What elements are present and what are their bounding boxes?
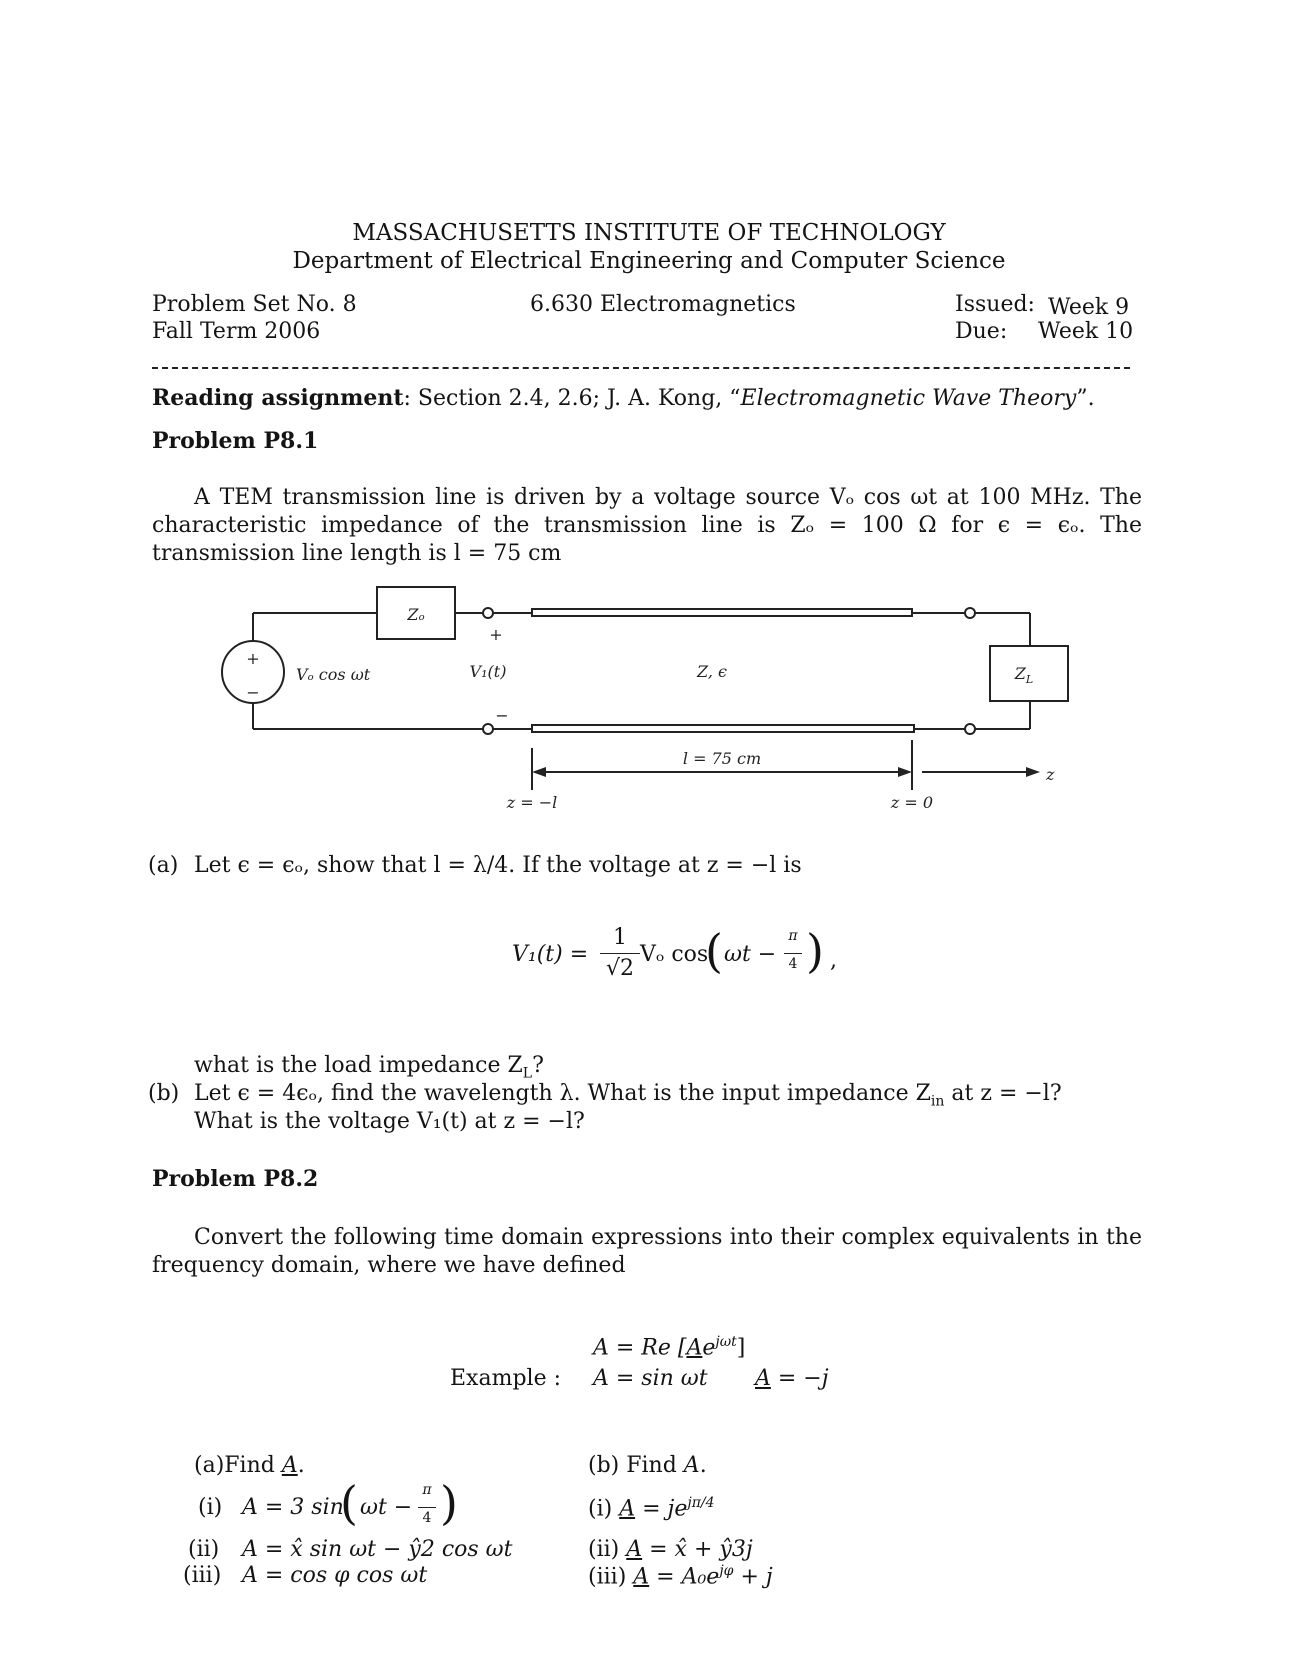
- zl-label: $Z_L$: [1014, 664, 1034, 686]
- problem-p82-title: Problem P8.2: [152, 1166, 319, 1192]
- line-conductor-top: [532, 609, 912, 616]
- reading-text: : Section 2.4, 2.6; J. A. Kong, “: [403, 386, 741, 411]
- eq-pi: π: [788, 928, 798, 944]
- eq-fraction-bar: [600, 953, 640, 954]
- course-title: 6.630 Electromagnetics: [530, 292, 796, 317]
- eq-denominator: √2: [605, 956, 634, 981]
- eq-numerator: 1: [613, 925, 627, 950]
- col-b-iii: (iii) $A = A_0e^{j\varphi} + j$: [588, 1563, 773, 1590]
- zo-label: Zₒ: [407, 605, 425, 624]
- col-a-i-label: (i): [198, 1495, 223, 1520]
- issued-label: Issued:: [955, 292, 1035, 317]
- eq-pi-bar: [784, 953, 802, 954]
- part-b-line1: Let ϵ = 4ϵₒ, find the wavelength λ. What is the input impedance $Z_{in}$ at z = −l?: [194, 1081, 1062, 1110]
- z-left-label: z = −l: [506, 793, 558, 812]
- col-a-i-four: 4: [422, 1510, 432, 1526]
- z-right-label: z = 0: [890, 793, 934, 812]
- line-conductor-bottom: [532, 725, 914, 732]
- part-a-label: (a): [148, 853, 179, 878]
- due-label: Due:: [955, 319, 1008, 344]
- problem-p82-text: Convert the following time domain expressions into their complex equivalents in the frequency domain, where we have defined: [152, 1225, 1142, 1278]
- col-a-i-arg: ωt −: [360, 1495, 413, 1520]
- part-a-text: Let ϵ = ϵₒ, show that l = λ/4. If the voltage at z = −l is: [194, 853, 802, 878]
- example-time: A = sin ωt: [593, 1366, 708, 1391]
- line-label: Z, ϵ: [697, 662, 727, 681]
- eq-arg: ωt −: [724, 942, 777, 967]
- col-a-ii-expr: A = x̂ sin ωt − ŷ2 cos ωt: [242, 1537, 513, 1562]
- transmission-line-circuit: [0, 0, 1298, 830]
- v1-label: V₁(t): [469, 662, 507, 681]
- terminal-plus: +: [489, 625, 503, 644]
- col-a-ii-label: (ii): [188, 1537, 220, 1562]
- example-phasor: A = −j: [755, 1366, 829, 1391]
- col-a-i-expr: A = 3 sin: [242, 1495, 344, 1520]
- col-b-ii: (ii) A = x̂ + ŷ3j: [588, 1537, 753, 1562]
- eq-mid: Vₒ cos: [640, 942, 709, 967]
- eq-four: 4: [788, 956, 798, 972]
- col-a-iii-expr: A = cos φ cos ωt: [242, 1563, 428, 1588]
- problem-p81-title: Problem P8.1: [152, 428, 319, 454]
- problem-p81-text: A TEM transmission line is driven by a voltage source Vₒ cos ωt at 100 MHz. The characteristic impedance of the transmission line is Zₒ = 100 Ω for ϵ = ϵₒ. The transmission line length is l = 75 cm: [152, 485, 1142, 566]
- eq-paren-left: (: [705, 924, 723, 978]
- part-a-question: what is the load impedance $Z_L$?: [194, 1053, 544, 1082]
- terminal-minus: −: [495, 706, 509, 725]
- due-value: Week 10: [1038, 319, 1134, 344]
- eq-paren-right: ): [806, 924, 824, 978]
- col-a-iii-label: (iii): [183, 1563, 222, 1588]
- length-label: l = 75 cm: [682, 749, 762, 768]
- col-a-i-pi: π: [422, 1482, 432, 1498]
- institution: MASSACHUSETTS INSTITUTE OF TECHNOLOGY: [352, 220, 946, 246]
- definition: A = Re $[Ae^{j\omega t}]$: [593, 1334, 746, 1361]
- part-b-label: (b): [148, 1081, 180, 1106]
- col-a-i-paren-left: (: [340, 1476, 358, 1530]
- col-a-i-bar: [418, 1507, 436, 1508]
- col-b-head: (b) Find A.: [588, 1453, 707, 1478]
- col-b-i: (i) $A = je^{j\pi/4}$: [588, 1495, 715, 1522]
- source-label: Vₒ cos ωt: [296, 665, 371, 684]
- reading-end: ”.: [1076, 386, 1095, 411]
- part-b-line2: What is the voltage V₁(t) at z = −l?: [194, 1109, 585, 1134]
- eq-lhs: V₁(t) =: [512, 942, 589, 967]
- source-minus: −: [246, 683, 260, 702]
- term: Fall Term 2006: [152, 319, 321, 344]
- department: Department of Electrical Engineering and Computer Science: [292, 248, 1006, 274]
- eq-comma: ,: [830, 948, 837, 973]
- col-a-head: (a)Find A.: [194, 1453, 305, 1478]
- reading-book: Electromagnetic Wave Theory: [740, 386, 1077, 411]
- col-a-i-paren-right: ): [440, 1476, 458, 1530]
- source-plus: +: [246, 649, 260, 668]
- problem-set-number: Problem Set No. 8: [152, 292, 357, 317]
- z-axis-label: z: [1046, 765, 1055, 784]
- example-label: Example :: [450, 1366, 561, 1391]
- issued-value: Week 9: [1048, 295, 1130, 320]
- reading-label: Reading assignment: [152, 385, 404, 411]
